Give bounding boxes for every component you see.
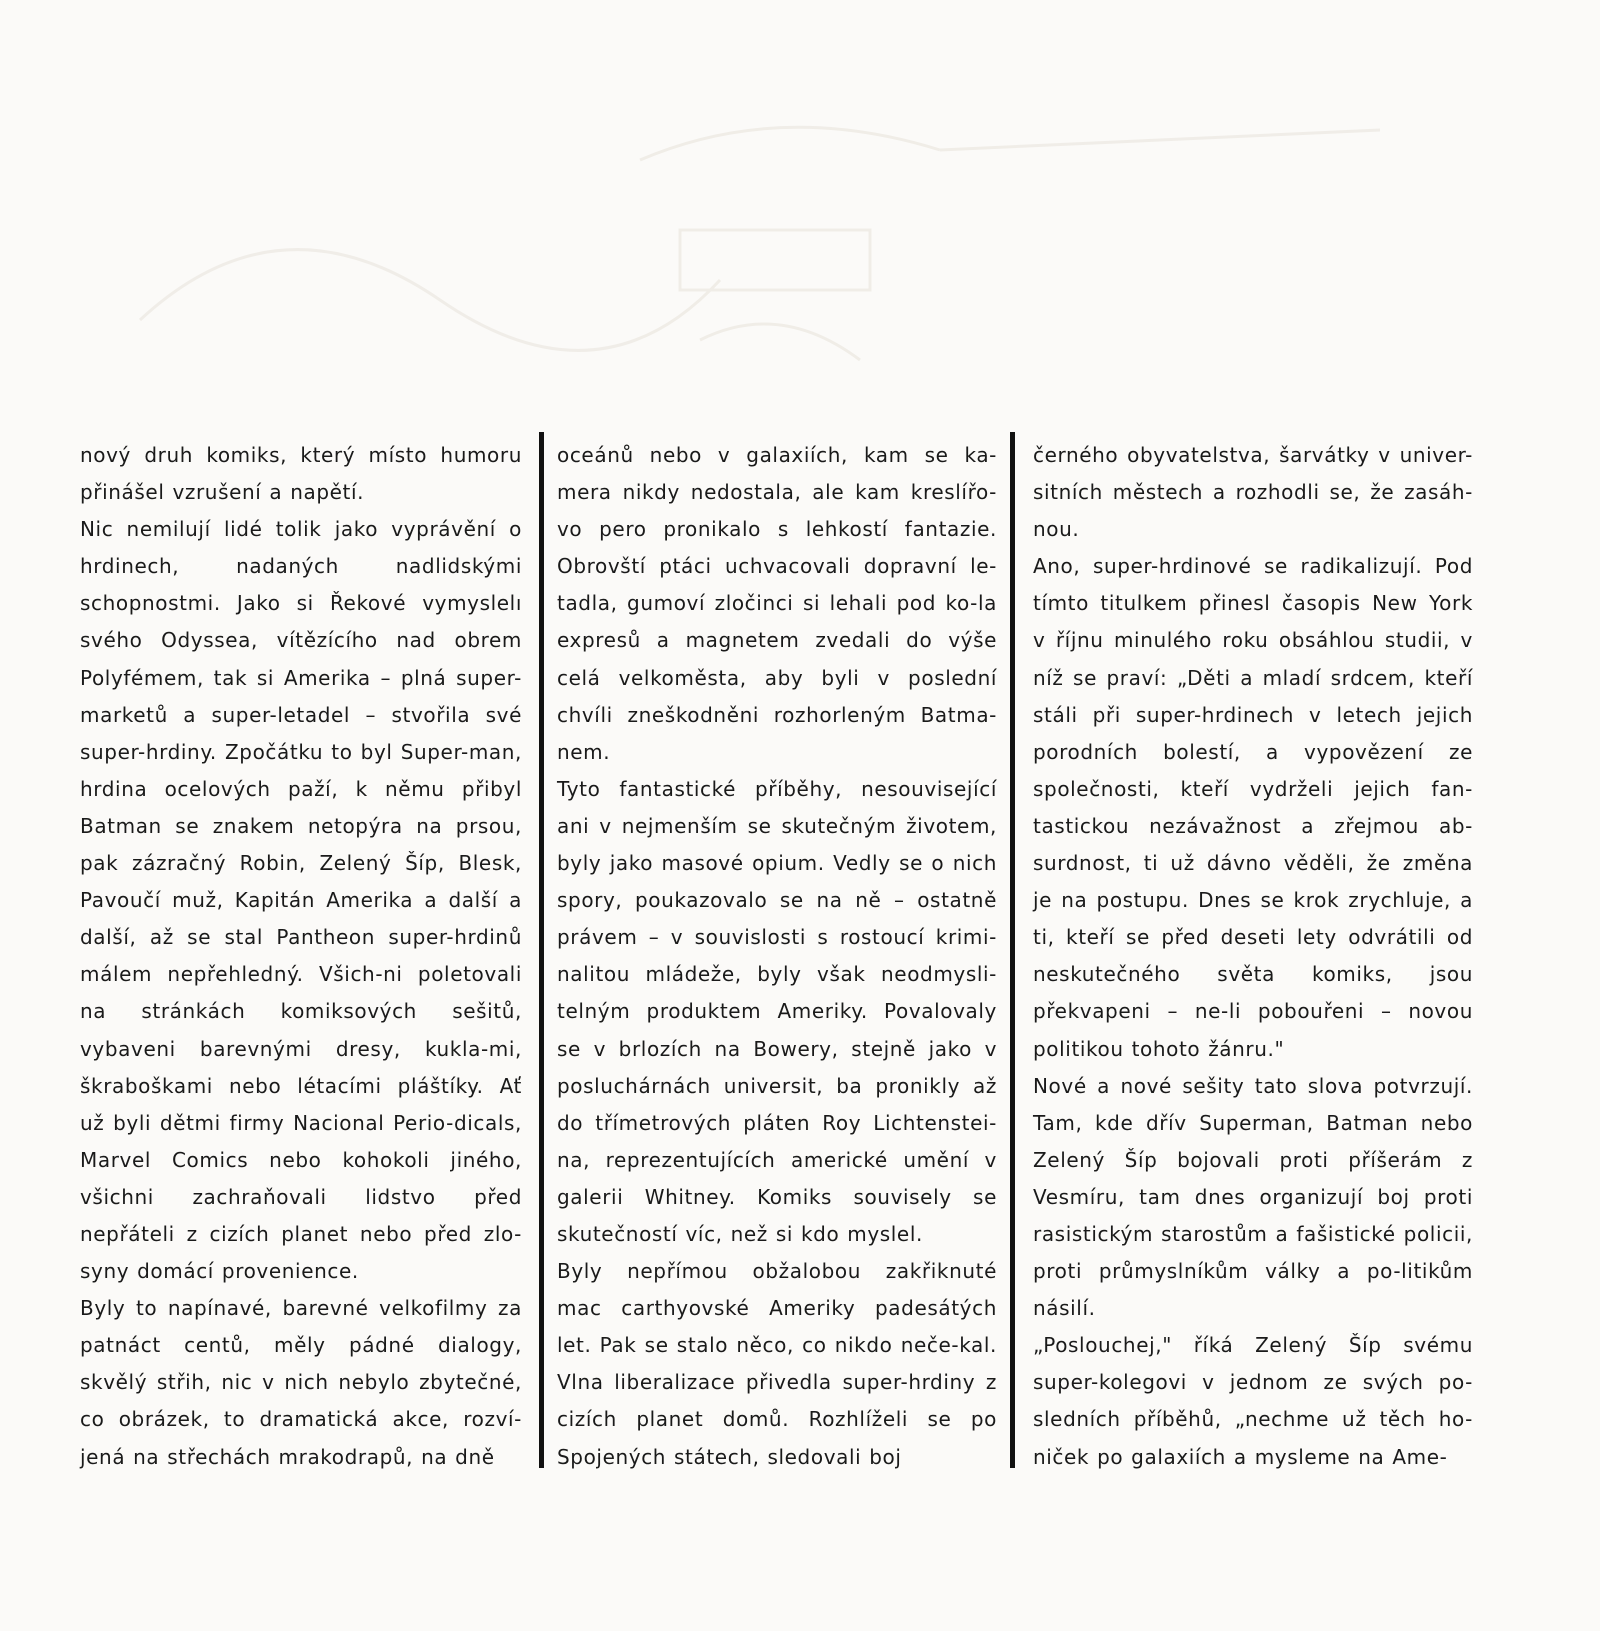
paragraph: Byly to napínavé, barevné velkofilmy za patnáct centů, měly pádné dialogy, skvělý střih, nic v nich nebylo zbytečné, co obrázek, to dramatická akce, rozví-jená na střechách mrakodrapů, na dně (80, 1296, 522, 1469)
paragraph: „Poslouchej," říká Zelený Šíp svému super-kolegovi v jednom ze svých po-sledních příběhů, „nechme už těch ho-niček po galaxiích a mysleme na Ame- (1033, 1333, 1473, 1469)
paragraph: Nic nemilují lidé tolik jako vyprávění o hrdinech, nadaných nadlidskými schopnostmi. Jako si Řekové vymyslelı svého Odyssea, vítězícího nad obrem Polyfémem, tak si Amerika – plná super-marketů a super-letadel – stvořila své super-hrdiny. Zpočátku to byl Super-man, hrdina ocelových paží, k němu přibyl Batman se znakem netopýra na prsou, pak zázračný Robin, Zelený Šíp, Blesk, Pavoučí muž, Kapitán Amerika a další a další, až se stal Pantheon super-hrdinů málem nepřehledný. Všich-ni poletovali na stránkách komiksových sešitů, vybaveni barevnými dresy, kukla-mi, škraboškami nebo létacími pláštíky. Ať už byli dětmi firmy Nacional Perio-dicals, Marvel Comics nebo kohokoli jiného, všichni zachraňovali lidstvo před nepřáteli z cizích planet nebo před zlo-syny domácí provenience. (80, 517, 522, 1284)
column-divider-right (1010, 432, 1015, 1468)
show-through-illustration (80, 40, 1520, 440)
text-column-2 (557, 437, 997, 1476)
paragraph: Tyto fantastické příběhy, nesouvisející ani v nejmenším se skutečným životem, byly jako masové opium. Vedly se o nich spory, poukazovalo se na ně – ostatně právem – v souvislosti s rostoucí krimi-nalitou mládeže, byly však neodmysli-telným produktem Ameriky. Povalovaly se v brlozích na Bowery, stejně jako v posluchárnách universit, ba pronikly až do třímetrových pláten Roy Lichtenstei-na, reprezentujících americké umění v galerii Whitney. Komiks souvisely se skutečností víc, než si kdo myslel. (557, 776, 997, 1246)
paragraph: Ano, super-hrdinové se radikalizují. Pod tímto titulkem přinesl časopis New York v říjnu minulého roku obsáhlou studii, v níž se praví: „Děti a mladí srdcem, kteří stáli při super-hrdinech v letech jejich porodních bolestí, a vypovězení ze společnosti, kteří vydrželi jejich fan-tastickou nezávažnost a zřejmou ab-surdnost, ti už dávno věděli, že změna je na postupu. Dnes se krok zrychluje, a ti, kteří se před deseti lety odvrátili od neskutečného světa komiks, jsou překvapeni – ne-li pobouřeni – novou politikou tohoto žánru." (1033, 554, 1473, 1061)
paragraph: Nové a nové sešity tato slova potvrzují. Tam, kde dřív Superman, Batman nebo Zelený Šíp bojovali proti příšerám z Vesmíru, tam dnes organizují boj proti rasistickým starostům a fašistické policii, proti průmyslníkům války a po-litikům násilí. (1033, 1073, 1473, 1321)
paragraph: Byly nepřímou obžalobou zakřiknuté mac carthyovské Ameriky padesátých let. Pak se stalo něco, co nikdo neče-kal. Vlna liberalizace přivedla super-hrdiny z cizích planet domů. Rozhlíželi se po Spojených státech, sledovali boj (557, 1259, 997, 1469)
text-column-3 (1033, 437, 1473, 1476)
paragraph: oceánů nebo v galaxiích, kam se ka-mera nikdy nedostala, ale kam kreslířo-vo pero pronikalo s lehkostí fantazie. Obrovští ptáci uchvacovali dopravní le-tadla, gumoví zločinci si lehali pod ko-la expresů a magnetem zvedali do výše celá velkoměsta, aby byli v poslední chvíli zneškodněni rozhorleným Batma-nem. (557, 443, 997, 764)
text-column-1 (80, 437, 522, 1476)
column-divider-left (539, 432, 544, 1468)
paragraph: nový druh komiks, který místo humoru přinášel vzrušení a napětí. (80, 443, 522, 505)
paragraph: černého obyvatelstva, šarvátky v univer-sitních městech a rozhodli se, že zasáh-nou. (1033, 443, 1473, 542)
